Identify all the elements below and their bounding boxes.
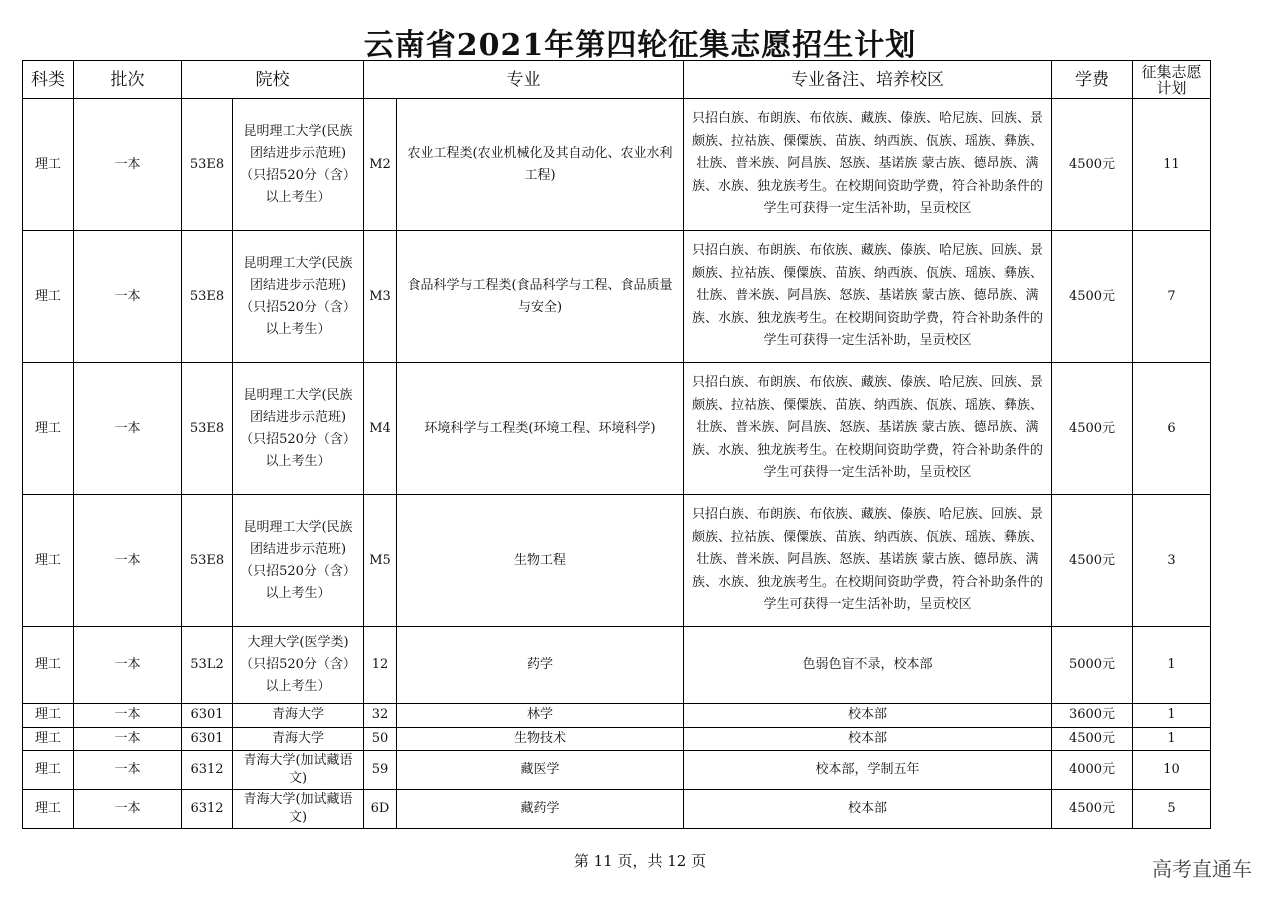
cell-major-name: 藏医学	[397, 751, 684, 790]
cell-major-name: 环境科学与工程类(环境工程、环境科学)	[397, 363, 684, 495]
cell-school-name: 昆明理工大学(民族团结进步示范班)（只招520分（含）以上考生）	[233, 495, 364, 627]
table-row	[23, 363, 1211, 495]
header-school: 院校	[182, 61, 364, 99]
cell-school-name: 青海大学	[233, 727, 364, 751]
cell-school-code: 53E8	[182, 231, 233, 363]
cell-school-code: 53E8	[182, 363, 233, 495]
cell-plan: 5	[1133, 790, 1211, 829]
cell-school-code: 53E8	[182, 99, 233, 231]
cell-tuition: 4500元	[1052, 727, 1133, 751]
cell-school-name: 大理大学(医学类)（只招520分（含）以上考生）	[233, 627, 364, 704]
cell-batch: 一本	[74, 495, 182, 627]
cell-notes: 校本部	[684, 790, 1052, 829]
cell-major-code: 12	[364, 627, 397, 704]
cell-major-code: 59	[364, 751, 397, 790]
header-plan-line1: 征集志愿	[1141, 62, 1202, 81]
cell-plan: 7	[1133, 231, 1211, 363]
cell-major-name: 农业工程类(农业机械化及其自动化、农业水利工程)	[397, 99, 684, 231]
cell-major-code: M5	[364, 495, 397, 627]
cell-tuition: 4500元	[1052, 363, 1133, 495]
table-row	[23, 627, 1211, 704]
cell-category: 理工	[23, 790, 74, 829]
table-row	[23, 704, 1211, 728]
cell-plan: 1	[1133, 704, 1211, 728]
cell-batch: 一本	[74, 231, 182, 363]
cell-tuition: 4000元	[1052, 751, 1133, 790]
cell-tuition: 5000元	[1052, 627, 1133, 704]
cell-notes: 只招白族、布朗族、布依族、藏族、傣族、哈尼族、回族、景颇族、拉祜族、傈僳族、苗族、纳西族、佤族、瑶族、彝族、壮族、普米族、阿昌族、怒族、基诺族 蒙古族、德昂族、满族、水族、独龙族考生。在校期间资助学费，符合补助条件的学生可获得一定生活补助，呈贡校区	[684, 363, 1052, 495]
cell-batch: 一本	[74, 627, 182, 704]
cell-category: 理工	[23, 627, 74, 704]
cell-school-name: 青海大学	[233, 704, 364, 728]
cell-batch: 一本	[74, 790, 182, 829]
table-row	[23, 790, 1211, 829]
cell-tuition: 4500元	[1052, 99, 1133, 231]
cell-notes: 校本部	[684, 727, 1052, 751]
cell-batch: 一本	[74, 727, 182, 751]
cell-batch: 一本	[74, 704, 182, 728]
table-row	[23, 727, 1211, 751]
cell-school-code: 6312	[182, 790, 233, 829]
admission-plan-table	[22, 60, 1211, 829]
cell-school-name: 昆明理工大学(民族团结进步示范班)（只招520分（含）以上考生）	[233, 231, 364, 363]
cell-school-code: 6312	[182, 751, 233, 790]
cell-tuition: 4500元	[1052, 231, 1133, 363]
cell-plan: 1	[1133, 627, 1211, 704]
cell-major-code: M2	[364, 99, 397, 231]
cell-category: 理工	[23, 751, 74, 790]
header-category: 科类	[23, 61, 74, 99]
cell-category: 理工	[23, 363, 74, 495]
header-major: 专业	[364, 61, 684, 99]
cell-major-name: 药学	[397, 627, 684, 704]
cell-plan: 6	[1133, 363, 1211, 495]
cell-tuition: 4500元	[1052, 495, 1133, 627]
cell-major-code: 6D	[364, 790, 397, 829]
cell-category: 理工	[23, 231, 74, 363]
page-footer: 第 11 页，共 12 页	[573, 852, 707, 870]
cell-batch: 一本	[74, 99, 182, 231]
table-row	[23, 751, 1211, 790]
header-batch: 批次	[74, 61, 182, 99]
cell-plan: 11	[1133, 99, 1211, 231]
cell-plan: 10	[1133, 751, 1211, 790]
cell-school-code: 6301	[182, 704, 233, 728]
cell-major-name: 食品科学与工程类(食品科学与工程、食品质量与安全)	[397, 231, 684, 363]
cell-major-code: M3	[364, 231, 397, 363]
cell-school-name: 青海大学(加试藏语文)	[233, 751, 364, 790]
cell-major-name: 林学	[397, 704, 684, 728]
cell-school-code: 53E8	[182, 495, 233, 627]
cell-major-name: 生物工程	[397, 495, 684, 627]
cell-major-name: 生物技术	[397, 727, 684, 751]
cell-notes: 只招白族、布朗族、布依族、藏族、傣族、哈尼族、回族、景颇族、拉祜族、傈僳族、苗族、纳西族、佤族、瑶族、彝族、壮族、普米族、阿昌族、怒族、基诺族 蒙古族、德昂族、满族、水族、独龙族考生。在校期间资助学费，符合补助条件的学生可获得一定生活补助，呈贡校区	[684, 231, 1052, 363]
header-tuition: 学费	[1052, 61, 1133, 99]
header-plan	[1133, 61, 1211, 99]
cell-batch: 一本	[74, 751, 182, 790]
cell-major-code: M4	[364, 363, 397, 495]
cell-notes: 只招白族、布朗族、布依族、藏族、傣族、哈尼族、回族、景颇族、拉祜族、傈僳族、苗族、纳西族、佤族、瑶族、彝族、壮族、普米族、阿昌族、怒族、基诺族 蒙古族、德昂族、满族、水族、独龙族考生。在校期间资助学费，符合补助条件的学生可获得一定生活补助，呈贡校区	[684, 495, 1052, 627]
cell-category: 理工	[23, 99, 74, 231]
cell-tuition: 4500元	[1052, 790, 1133, 829]
cell-category: 理工	[23, 727, 74, 751]
header-row	[23, 61, 1211, 99]
cell-category: 理工	[23, 495, 74, 627]
cell-major-code: 32	[364, 704, 397, 728]
cell-school-name: 昆明理工大学(民族团结进步示范班)（只招520分（含）以上考生）	[233, 363, 364, 495]
cell-category: 理工	[23, 704, 74, 728]
cell-school-name: 青海大学(加试藏语文)	[233, 790, 364, 829]
header-plan-line2: 计划	[1156, 78, 1187, 97]
cell-major-name: 藏药学	[397, 790, 684, 829]
cell-school-code: 53L2	[182, 627, 233, 704]
cell-notes: 色弱色盲不录，校本部	[684, 627, 1052, 704]
cell-major-code: 50	[364, 727, 397, 751]
page-title: 云南省2021年第四轮征集志愿招生计划	[363, 28, 917, 63]
cell-school-name: 昆明理工大学(民族团结进步示范班)（只招520分（含）以上考生）	[233, 99, 364, 231]
cell-plan: 1	[1133, 727, 1211, 751]
cell-school-code: 6301	[182, 727, 233, 751]
table-row	[23, 99, 1211, 231]
watermark: 高考直通车	[1152, 857, 1252, 881]
table-row	[23, 495, 1211, 627]
header-notes: 专业备注、培养校区	[684, 61, 1052, 99]
cell-notes: 只招白族、布朗族、布依族、藏族、傣族、哈尼族、回族、景颇族、拉祜族、傈僳族、苗族、纳西族、佤族、瑶族、彝族、壮族、普米族、阿昌族、怒族、基诺族 蒙古族、德昂族、满族、水族、独龙族考生。在校期间资助学费，符合补助条件的学生可获得一定生活补助，呈贡校区	[684, 99, 1052, 231]
cell-notes: 校本部，学制五年	[684, 751, 1052, 790]
cell-plan: 3	[1133, 495, 1211, 627]
table-row	[23, 231, 1211, 363]
cell-notes: 校本部	[684, 704, 1052, 728]
cell-tuition: 3600元	[1052, 704, 1133, 728]
cell-batch: 一本	[74, 363, 182, 495]
